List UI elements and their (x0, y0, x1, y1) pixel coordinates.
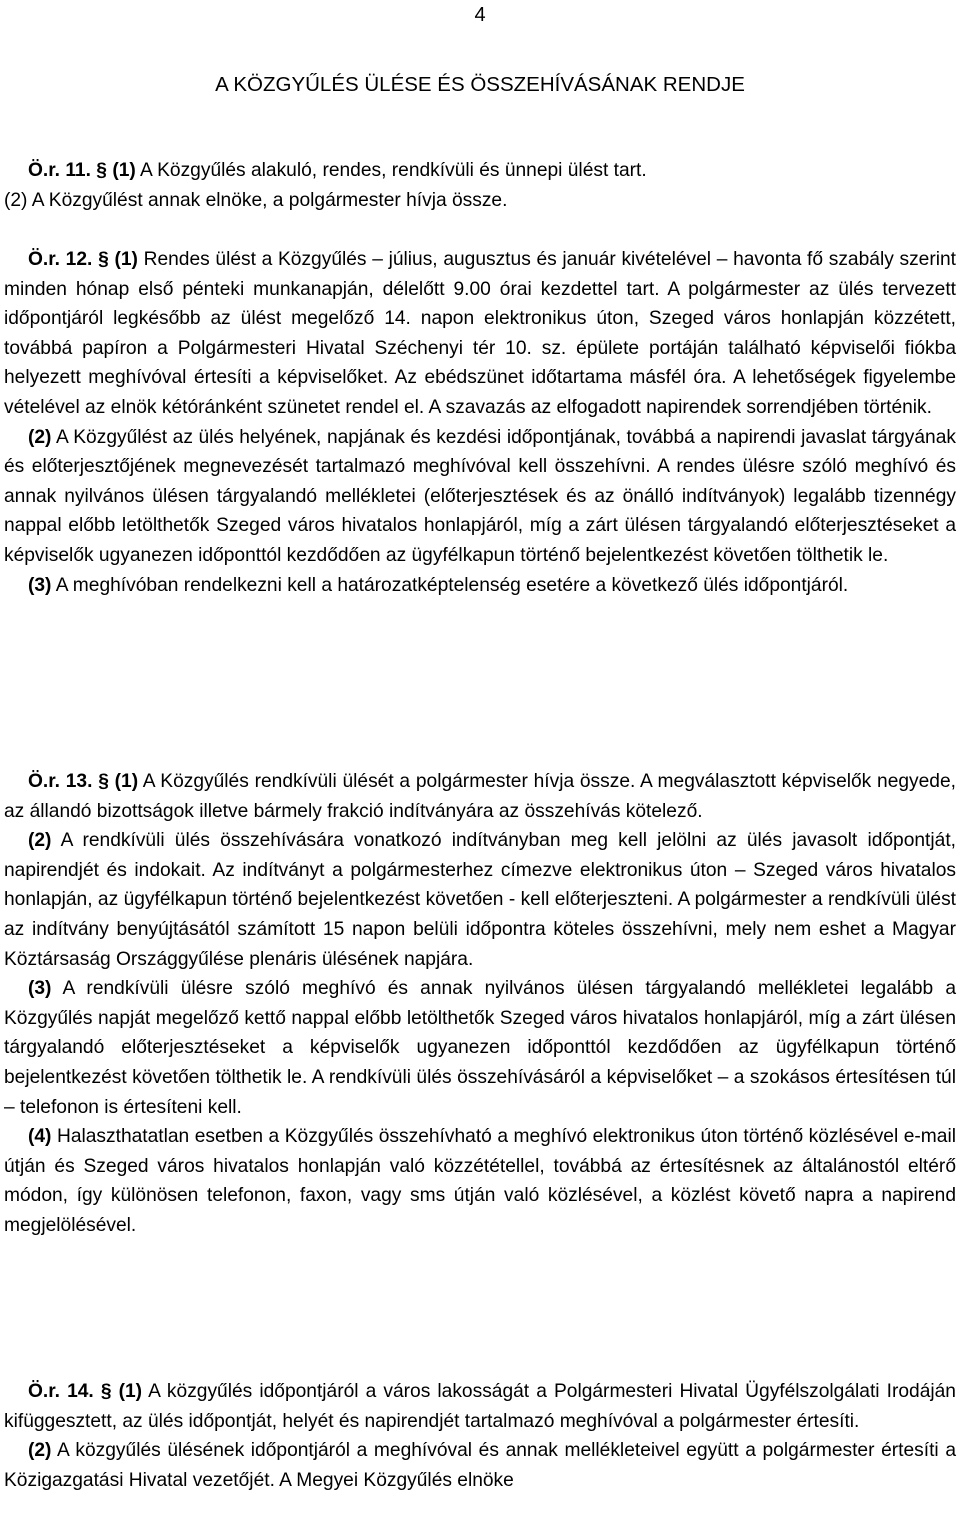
section-ref: Ö.r. 14. (28, 1381, 94, 1402)
paragraph-text: A meghívóban rendelkezni kell a határozatképtelenség esetére a következő ülés időpontjáról. (55, 574, 849, 596)
paragraph-text: A közgyűlés időpontjáról a város lakosságát a Polgármesteri Hivatal Ügyfélszolgálati Irodáján kifüggesztett, az ülés időpontját, helyét és napirendjét tartalmazó meghívóval a polgármester értesíti. (4, 1381, 956, 1432)
paragraph (4, 156, 956, 186)
section-sign: § (100, 1381, 112, 1402)
section-sign: § (96, 160, 107, 181)
paragraph-number: (3) (28, 574, 52, 596)
paragraph-number: (1) (114, 249, 138, 270)
section-11 (4, 156, 956, 215)
paragraph-number: (1) (114, 771, 139, 792)
page-number: 4 (474, 4, 486, 26)
paragraph (4, 974, 956, 1122)
chapter-title: A KÖZGYŰLÉS ÜLÉSE ÉS ÖSSZEHÍVÁSÁNAK RENDJE (215, 73, 745, 96)
paragraph (4, 571, 956, 601)
paragraph (4, 245, 956, 423)
paragraph-text: A Közgyűlést az ülés helyének, napjának és kezdési időpontjának, továbbá a napirendi javaslat tárgyának és előterjesztőjének megnevezését tartalmazó meghívóval kell összehívni. A rendes ülésre szóló meghívó és annak nyilvános ülésen tárgyalandó mellékletei (előterjesztések és az önálló indítványok) legalább tizennégy nappal előbb letölthetők Szeged város hivatalos honlapjáról, míg a zárt ülésen tárgyalandó előterjesztéseket a képviselők ugyanezen időponttól kezdődően az ügyfélkapun történő bejelentkezést követően tölthetik le. (4, 426, 956, 566)
paragraph (4, 423, 956, 571)
paragraph (4, 826, 956, 974)
paragraph (4, 1377, 956, 1436)
paragraph (4, 767, 956, 826)
paragraph-number: (1) (118, 1381, 143, 1402)
paragraph (4, 186, 956, 216)
section-ref: Ö.r. 12. (28, 249, 93, 270)
section-ref: Ö.r. 13. (28, 771, 93, 792)
paragraph-number: (3) (28, 978, 52, 1000)
section-ref: Ö.r. 11. (28, 160, 91, 181)
paragraph-text: A Közgyűlés rendkívüli ülését a polgármester hívja össze. A megválasztott képviselők negyede, az állandó bizottságok illetve bármely frakció indítványára az összehívás kötelező. (4, 771, 956, 822)
paragraph-number: (2) (28, 1440, 52, 1462)
paragraph-text: Halaszthatatlan esetben a Közgyűlés összehívható a meghívó elektronikus úton történő közlésével e-mail útján és Szeged város hivatalos honlapján való közzététellel, továbbá az értesítésnek az általánostól eltérő módon, így különösen telefonon, faxon, vagy sms útján való közlésével, a közlést követő napra a napirend megjelölésével. (4, 1126, 956, 1236)
paragraph-number: (2) (28, 830, 52, 852)
paragraph-text: A rendkívüli ülés összehívására vonatkozó indítványban meg kell jelölni az ülés javasolt időpontját, napirendjét és indokait. Az indítványt a polgármesterhez címezve elektronikus úton – Szeged város hivatalos honlapján, az ügyfélkapun történő bejelentkezést követően - kell előterjeszteni. A polgármester a rendkívüli ülést az indítvány benyújtásától számított 15 napon belüli időpontra köteles összehívni, mely nem eshet a Magyar Köztársaság Országgyűlése plenáris ülésének napjára. (4, 830, 956, 970)
section-sign: § (98, 249, 109, 270)
paragraph-number: (4) (28, 1126, 52, 1148)
paragraph (4, 1122, 956, 1240)
paragraph-text: (2) A Közgyűlést annak elnöke, a polgármester hívja össze. (4, 189, 508, 211)
paragraph-text: A rendkívüli ülésre szóló meghívó és annak nyilvános ülésen tárgyalandó mellékletei legalább a Közgyűlés napját megelőző kettő nappal előbb letölthetők Szeged város hivatalos honlapjáról, míg a zárt ülésen tárgyalandó előterjesztéseket a képviselők ugyanezen időponttól kezdődően az ügyfélkapun történő bejelentkezést követően tölthetik le. A rendkívüli ülés összehívásáról a képviselőket – a szokásos értesítésen túl – telefonon is értesíteni kell. (4, 978, 956, 1118)
paragraph (4, 1436, 956, 1495)
section-14 (4, 1377, 956, 1495)
paragraph-text: A közgyűlés ülésének időpontjáról a meghívóval és annak mellékleteivel együtt a polgármester értesíti a Közigazgatási Hivatal vezetőjét. A Megyei Közgyűlés elnöke (4, 1440, 956, 1491)
paragraph-text: Rendes ülést a Közgyűlés – július, augusztus és január kivételével – havonta fő szabály szerint minden hónap első pénteki munkanapján, délelőtt 9.00 órai kezdettel tart. A polgármester az ülés tervezett időpontjáról legkésőbb az ülést megelőző 14. napon elektronikus úton, Szeged város honlapján közzétett, továbbá papíron a Polgármesteri Hivatal Széchenyi tér 10. sz. épülete portáján található képviselői fiókba helyezett meghívóval értesíti a képviselőket. Az ebédszünet időtartama másfél óra. A lehetőségek figyelembe vételével az elnök kétóránként szünetet rendel el. A szavazás az elfogadott napirendek sorrendjében történik. (4, 249, 957, 418)
section-12 (4, 245, 956, 600)
paragraph-number: (1) (112, 160, 136, 181)
paragraph-number: (2) (28, 426, 52, 448)
section-13 (4, 767, 956, 1241)
section-sign: § (98, 771, 109, 792)
paragraph-text: A Közgyűlés alakuló, rendes, rendkívüli és ünnepi ülést tart. (140, 160, 647, 181)
